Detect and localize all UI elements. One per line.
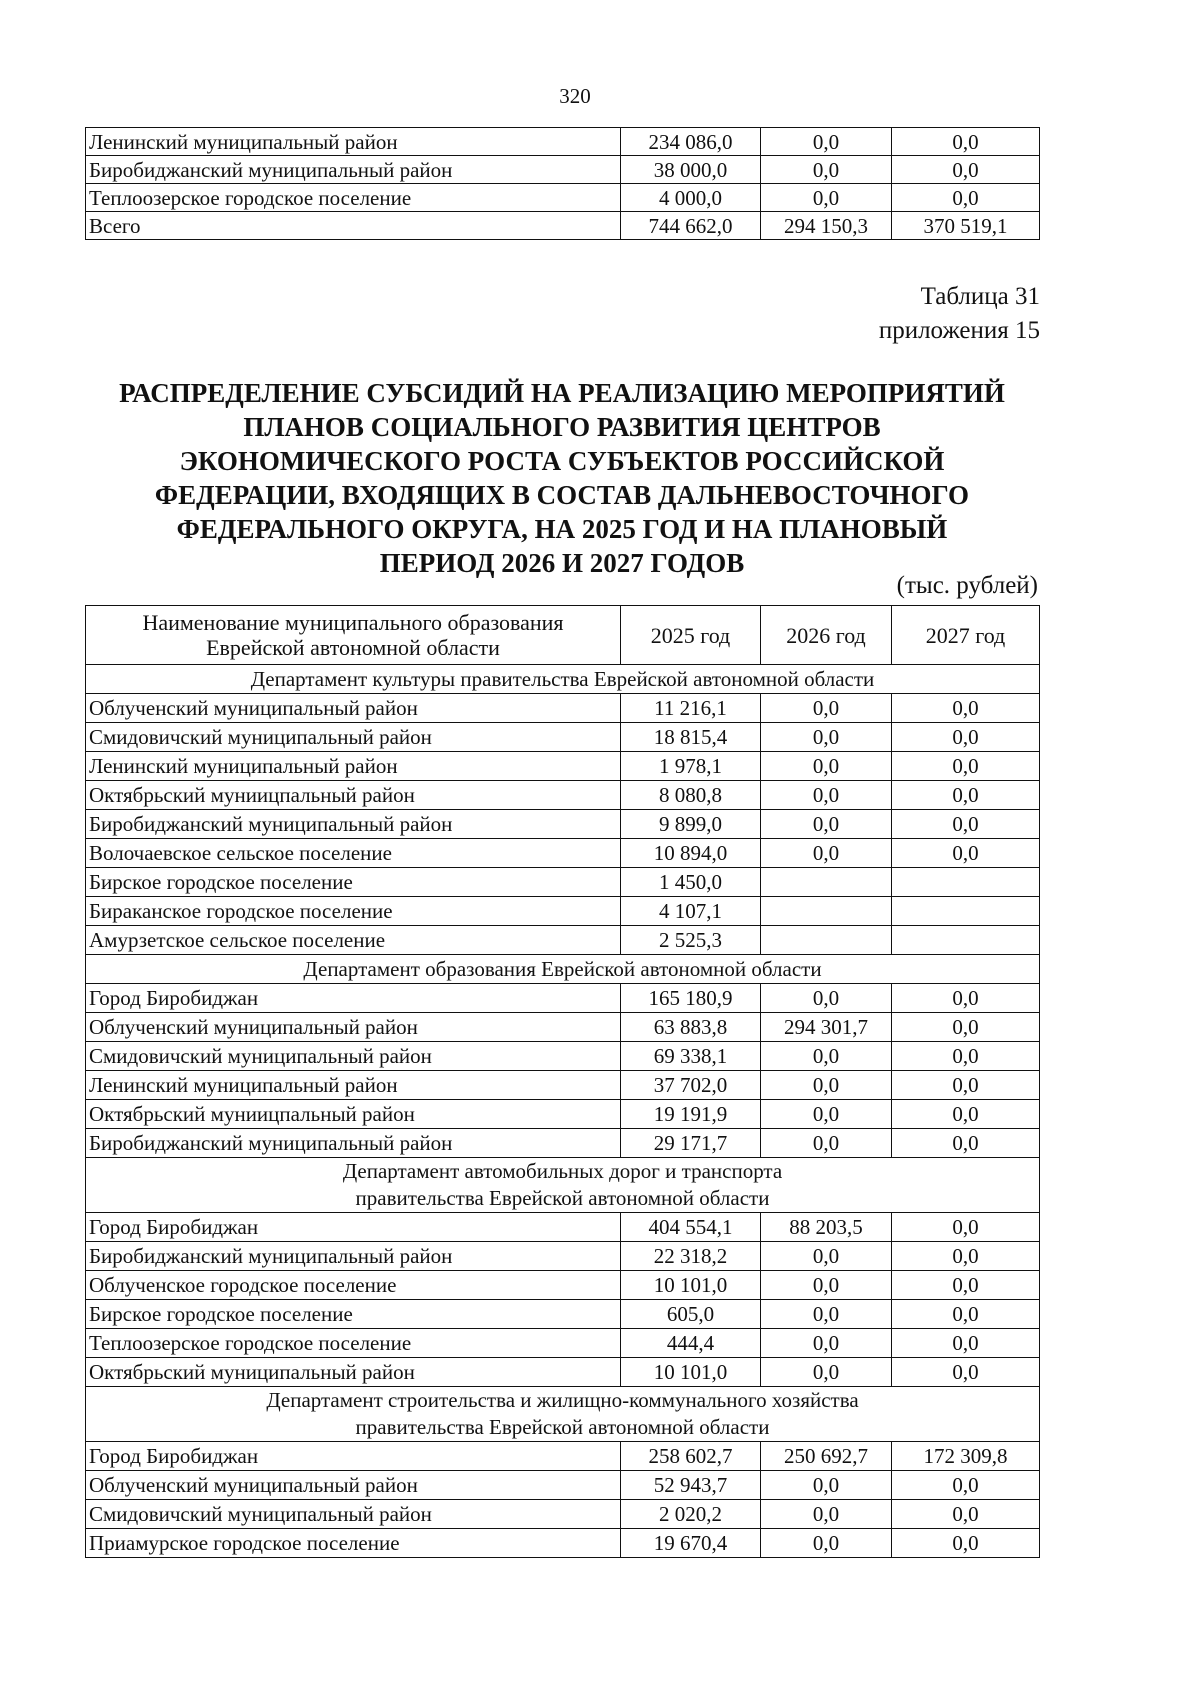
value-2025: 37 702,0 bbox=[621, 1071, 761, 1100]
value-2025: 38 000,0 bbox=[621, 156, 761, 184]
table-caption bbox=[879, 280, 1040, 348]
value-2025: 404 554,1 bbox=[621, 1213, 761, 1242]
value-2027: 0,0 bbox=[892, 1071, 1040, 1100]
value-2026: 0,0 bbox=[761, 1529, 892, 1558]
title-line: ЭКОНОМИЧЕСКОГО РОСТА СУБЪЕКТОВ РОССИЙСКОЙ bbox=[179, 446, 945, 476]
value-2025: 234 086,0 bbox=[621, 128, 761, 156]
table-number: Таблица 31 bbox=[920, 283, 1040, 310]
table-row bbox=[86, 1329, 1040, 1358]
municipality-name: Бирское городское поселение bbox=[86, 1300, 621, 1329]
value-2025: 744 662,0 bbox=[621, 212, 761, 240]
value-2026: 0,0 bbox=[761, 156, 892, 184]
value-2026: 0,0 bbox=[761, 1300, 892, 1329]
table-row bbox=[86, 897, 1040, 926]
table-row bbox=[86, 1500, 1040, 1529]
value-2026: 250 692,7 bbox=[761, 1442, 892, 1471]
department-title-line: Департамент автомобильных дорог и транспорта bbox=[342, 1159, 783, 1183]
table-row bbox=[86, 839, 1040, 868]
value-2026: 0,0 bbox=[761, 184, 892, 212]
table-row bbox=[86, 723, 1040, 752]
municipality-name: Облученское городское поселение bbox=[86, 1271, 621, 1300]
table-row bbox=[86, 1129, 1040, 1158]
table-row bbox=[86, 1213, 1040, 1242]
header-2025: 2025 год bbox=[621, 606, 761, 665]
department-title-line: Департамент строительства и жилищно-коммунального хозяйства bbox=[266, 1388, 859, 1412]
section-header-row bbox=[86, 1387, 1040, 1442]
value-2026: 0,0 bbox=[761, 810, 892, 839]
value-2025: 4 000,0 bbox=[621, 184, 761, 212]
value-2027 bbox=[892, 897, 1040, 926]
table-row bbox=[86, 1300, 1040, 1329]
value-2025: 8 080,8 bbox=[621, 781, 761, 810]
value-2026: 0,0 bbox=[761, 1358, 892, 1387]
table-row bbox=[86, 752, 1040, 781]
table-row bbox=[86, 1071, 1040, 1100]
section-header-row bbox=[86, 1158, 1040, 1213]
department-title bbox=[86, 1387, 1040, 1442]
title-line: РАСПРЕДЕЛЕНИЕ СУБСИДИЙ НА РЕАЛИЗАЦИЮ МЕРОПРИЯТИЙ bbox=[119, 378, 1005, 408]
value-2026 bbox=[761, 868, 892, 897]
value-2027: 0,0 bbox=[892, 1300, 1040, 1329]
table-row bbox=[86, 156, 1040, 184]
municipality-name: Смидовичский муниципальный район bbox=[86, 1042, 621, 1071]
header-2026: 2026 год bbox=[761, 606, 892, 665]
value-2025: 29 171,7 bbox=[621, 1129, 761, 1158]
value-2025: 1 978,1 bbox=[621, 752, 761, 781]
value-2026: 0,0 bbox=[761, 1500, 892, 1529]
department-title-line: правительства Еврейской автономной области bbox=[355, 1415, 770, 1439]
table-row bbox=[86, 1100, 1040, 1129]
table-row bbox=[86, 1242, 1040, 1271]
table-row bbox=[86, 184, 1040, 212]
value-2027: 0,0 bbox=[892, 156, 1040, 184]
table-row bbox=[86, 694, 1040, 723]
municipality-name: Город Биробиджан bbox=[86, 984, 621, 1013]
value-2025: 10 101,0 bbox=[621, 1271, 761, 1300]
value-2025: 19 670,4 bbox=[621, 1529, 761, 1558]
value-2026: 0,0 bbox=[761, 1329, 892, 1358]
municipality-name: Облученский муниципальный район bbox=[86, 1471, 621, 1500]
section-header-row bbox=[86, 955, 1040, 984]
municipality-name: Приамурское городское поселение bbox=[86, 1529, 621, 1558]
value-2026: 0,0 bbox=[761, 1042, 892, 1071]
municipality-name: Биробиджанский муниципальный район bbox=[86, 156, 621, 184]
table-row bbox=[86, 868, 1040, 897]
department-title-line: правительства Еврейской автономной области bbox=[355, 1186, 770, 1210]
value-2027: 0,0 bbox=[892, 1129, 1040, 1158]
municipality-name: Биробиджанский муниципальный район bbox=[86, 1129, 621, 1158]
table-row bbox=[86, 781, 1040, 810]
header-text: Наименование муниципального образования bbox=[142, 610, 564, 635]
subsidy-table bbox=[85, 605, 1040, 1558]
table-row bbox=[86, 1529, 1040, 1558]
table-row bbox=[86, 1042, 1040, 1071]
municipality-name: Теплоозерское городское поселение bbox=[86, 1329, 621, 1358]
value-2027 bbox=[892, 926, 1040, 955]
value-2025: 52 943,7 bbox=[621, 1471, 761, 1500]
value-2026: 0,0 bbox=[761, 1129, 892, 1158]
value-2025: 69 338,1 bbox=[621, 1042, 761, 1071]
municipality-name: Бираканское городское поселение bbox=[86, 897, 621, 926]
value-2025: 4 107,1 bbox=[621, 897, 761, 926]
value-2026: 0,0 bbox=[761, 1100, 892, 1129]
municipality-name: Теплоозерское городское поселение bbox=[86, 184, 621, 212]
value-2027: 0,0 bbox=[892, 694, 1040, 723]
table-header-row bbox=[86, 606, 1040, 665]
value-2027: 0,0 bbox=[892, 1358, 1040, 1387]
value-2025: 9 899,0 bbox=[621, 810, 761, 839]
value-2025: 18 815,4 bbox=[621, 723, 761, 752]
value-2025: 605,0 bbox=[621, 1300, 761, 1329]
value-2025: 22 318,2 bbox=[621, 1242, 761, 1271]
value-2025: 19 191,9 bbox=[621, 1100, 761, 1129]
municipality-name: Город Биробиджан bbox=[86, 1213, 621, 1242]
value-2027: 0,0 bbox=[892, 752, 1040, 781]
municipality-name: Октябрьский муниицпальный район bbox=[86, 781, 621, 810]
value-2026: 0,0 bbox=[761, 839, 892, 868]
value-2027: 0,0 bbox=[892, 1100, 1040, 1129]
value-2026: 294 150,3 bbox=[761, 212, 892, 240]
municipality-name: Амурзетское сельское поселение bbox=[86, 926, 621, 955]
municipality-name: Облученский муниципальный район bbox=[86, 1013, 621, 1042]
table-row bbox=[86, 1358, 1040, 1387]
municipality-name: Всего bbox=[86, 212, 621, 240]
value-2025: 2 020,2 bbox=[621, 1500, 761, 1529]
value-2027: 0,0 bbox=[892, 1242, 1040, 1271]
municipality-name: Биробиджанский муниципальный район bbox=[86, 1242, 621, 1271]
value-2027 bbox=[892, 868, 1040, 897]
department-title bbox=[86, 955, 1040, 984]
value-2027: 0,0 bbox=[892, 1042, 1040, 1071]
municipality-name: Октябрьский муниицпальный район bbox=[86, 1100, 621, 1129]
title-line: ФЕДЕРАЦИИ, ВХОДЯЩИХ В СОСТАВ ДАЛЬНЕВОСТОЧНОГО bbox=[154, 480, 970, 510]
value-2026 bbox=[761, 926, 892, 955]
value-2026 bbox=[761, 897, 892, 926]
value-2027: 0,0 bbox=[892, 1271, 1040, 1300]
header-name-cell bbox=[86, 606, 621, 665]
municipality-name: Ленинский муниципальный район bbox=[86, 752, 621, 781]
municipality-name: Ленинский муниципальный район bbox=[86, 1071, 621, 1100]
value-2027: 0,0 bbox=[892, 1529, 1040, 1558]
value-2027: 0,0 bbox=[892, 839, 1040, 868]
municipality-name: Волочаевское сельское поселение bbox=[86, 839, 621, 868]
municipality-name: Бирское городское поселение bbox=[86, 868, 621, 897]
value-2026: 88 203,5 bbox=[761, 1213, 892, 1242]
municipality-name: Смидовичский муниципальный район bbox=[86, 1500, 621, 1529]
title-line: ФЕДЕРАЛЬНОГО ОКРУГА, НА 2025 ГОД И НА ПЛАНОВЫЙ bbox=[176, 514, 948, 544]
value-2025: 63 883,8 bbox=[621, 1013, 761, 1042]
value-2025: 444,4 bbox=[621, 1329, 761, 1358]
title-line: ПЛАНОВ СОЦИАЛЬНОГО РАЗВИТИЯ ЦЕНТРОВ bbox=[243, 412, 881, 442]
table-row bbox=[86, 1442, 1040, 1471]
value-2025: 10 101,0 bbox=[621, 1358, 761, 1387]
value-2026: 0,0 bbox=[761, 1471, 892, 1500]
section-header-row bbox=[86, 665, 1040, 694]
value-2026: 0,0 bbox=[761, 1271, 892, 1300]
municipality-name: Облученский муниципальный район bbox=[86, 694, 621, 723]
value-2025: 1 450,0 bbox=[621, 868, 761, 897]
value-2025: 258 602,7 bbox=[621, 1442, 761, 1471]
value-2027: 0,0 bbox=[892, 1500, 1040, 1529]
value-2026: 0,0 bbox=[761, 1071, 892, 1100]
value-2026: 0,0 bbox=[761, 1242, 892, 1271]
value-2027: 0,0 bbox=[892, 723, 1040, 752]
value-2026: 0,0 bbox=[761, 128, 892, 156]
table-row bbox=[86, 212, 1040, 240]
department-title bbox=[86, 665, 1040, 694]
page-number: 320 bbox=[559, 84, 591, 108]
value-2026: 0,0 bbox=[761, 694, 892, 723]
header-2027: 2027 год bbox=[892, 606, 1040, 665]
table-row bbox=[86, 926, 1040, 955]
header-text: Еврейской автономной области bbox=[206, 635, 500, 660]
appendix-number: приложения 15 bbox=[878, 317, 1040, 344]
value-2026: 0,0 bbox=[761, 984, 892, 1013]
table-row bbox=[86, 1013, 1040, 1042]
table-row bbox=[86, 128, 1040, 156]
department-title-line: Департамент образования Еврейской автономной области bbox=[303, 956, 822, 981]
municipality-name: Октябрьский муниципальный район bbox=[86, 1358, 621, 1387]
value-2025: 2 525,3 bbox=[621, 926, 761, 955]
continued-table bbox=[85, 127, 1040, 240]
document-title bbox=[86, 376, 1038, 580]
table-row bbox=[86, 984, 1040, 1013]
value-2027: 0,0 bbox=[892, 984, 1040, 1013]
department-title bbox=[86, 1158, 1040, 1213]
table-row bbox=[86, 810, 1040, 839]
value-2026: 0,0 bbox=[761, 752, 892, 781]
municipality-name: Смидовичский муниципальный район bbox=[86, 723, 621, 752]
value-2027: 0,0 bbox=[892, 781, 1040, 810]
municipality-name: Биробиджанский муниципальный район bbox=[86, 810, 621, 839]
value-2025: 11 216,1 bbox=[621, 694, 761, 723]
municipality-name: Город Биробиджан bbox=[86, 1442, 621, 1471]
value-2026: 0,0 bbox=[761, 723, 892, 752]
value-2025: 10 894,0 bbox=[621, 839, 761, 868]
table-row bbox=[86, 1471, 1040, 1500]
value-2027: 172 309,8 bbox=[892, 1442, 1040, 1471]
title-line: ПЕРИОД 2026 И 2027 ГОДОВ bbox=[379, 548, 745, 578]
value-2027: 0,0 bbox=[892, 1329, 1040, 1358]
table-row bbox=[86, 1271, 1040, 1300]
municipality-name: Ленинский муниципальный район bbox=[86, 128, 621, 156]
department-title-line: Департамент культуры правительства Еврейской автономной области bbox=[250, 666, 875, 691]
value-2027: 0,0 bbox=[892, 184, 1040, 212]
value-2026: 0,0 bbox=[761, 781, 892, 810]
value-2027: 0,0 bbox=[892, 1471, 1040, 1500]
value-2027: 0,0 bbox=[892, 1213, 1040, 1242]
value-2025: 165 180,9 bbox=[621, 984, 761, 1013]
value-2027: 0,0 bbox=[892, 1013, 1040, 1042]
value-2027: 370 519,1 bbox=[892, 212, 1040, 240]
value-2026: 294 301,7 bbox=[761, 1013, 892, 1042]
units-label: (тыс. рублей) bbox=[896, 572, 1038, 599]
value-2027: 0,0 bbox=[892, 810, 1040, 839]
value-2027: 0,0 bbox=[892, 128, 1040, 156]
